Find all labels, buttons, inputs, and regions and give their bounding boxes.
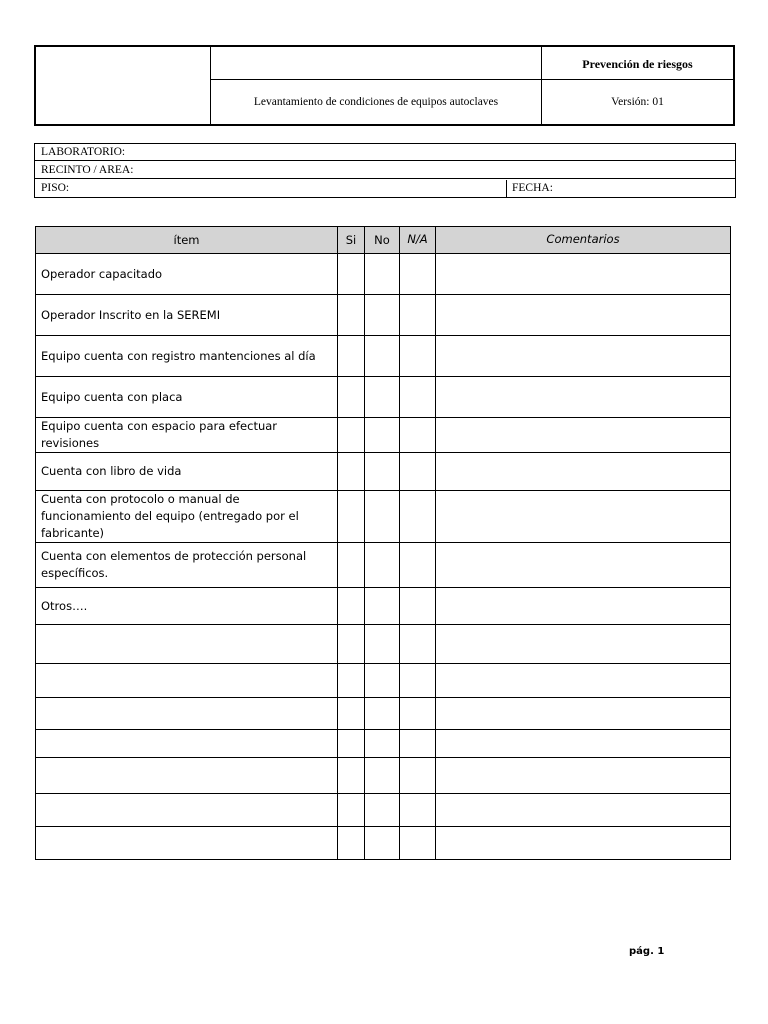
table-row — [36, 698, 731, 730]
si-cell[interactable] — [338, 664, 365, 698]
item-cell: Operador Inscrito en la SEREMI — [36, 295, 338, 336]
na-cell[interactable] — [400, 453, 436, 491]
comentarios-cell[interactable] — [436, 336, 731, 377]
comentarios-cell[interactable] — [436, 794, 731, 827]
na-cell[interactable] — [400, 588, 436, 625]
na-cell[interactable] — [400, 827, 436, 860]
na-cell[interactable] — [400, 758, 436, 794]
table-row — [36, 588, 731, 625]
si-cell[interactable] — [338, 543, 365, 588]
si-cell[interactable] — [338, 295, 365, 336]
document-version: Versión: 01 — [611, 96, 664, 108]
column-header-no: No — [365, 227, 400, 254]
column-header-comentarios: Comentarios — [436, 227, 731, 254]
comentarios-cell[interactable] — [436, 418, 731, 453]
checklist-body — [36, 254, 731, 860]
si-cell[interactable] — [338, 730, 365, 758]
no-cell[interactable] — [365, 588, 400, 625]
si-cell[interactable] — [338, 491, 365, 543]
no-cell[interactable] — [365, 625, 400, 664]
item-cell — [36, 664, 338, 698]
table-row — [36, 827, 731, 860]
column-header-item: ítem — [36, 227, 338, 254]
item-cell: Cuenta con libro de vida — [36, 453, 338, 491]
si-cell[interactable] — [338, 698, 365, 730]
no-cell[interactable] — [365, 336, 400, 377]
item-cell: Equipo cuenta con registro mantenciones al día — [36, 336, 338, 377]
na-cell[interactable] — [400, 377, 436, 418]
table-row — [36, 491, 731, 543]
comentarios-cell[interactable] — [436, 730, 731, 758]
na-cell[interactable] — [400, 625, 436, 664]
si-cell[interactable] — [338, 254, 365, 295]
table-row — [36, 758, 731, 794]
item-cell — [36, 827, 338, 860]
no-cell[interactable] — [365, 758, 400, 794]
na-cell[interactable] — [400, 254, 436, 295]
item-cell — [36, 758, 338, 794]
no-cell[interactable] — [365, 377, 400, 418]
item-cell: Cuenta con protocolo o manual de funcionamiento del equipo (entregado por el fabricante) — [36, 491, 338, 543]
si-cell[interactable] — [338, 418, 365, 453]
si-cell[interactable] — [338, 453, 365, 491]
table-row — [36, 453, 731, 491]
department-name: Prevención de riesgos — [582, 57, 693, 71]
na-cell[interactable] — [400, 794, 436, 827]
comentarios-cell[interactable] — [436, 664, 731, 698]
column-header-na: N/A — [400, 227, 436, 254]
na-cell[interactable] — [400, 664, 436, 698]
comentarios-cell[interactable] — [436, 453, 731, 491]
table-row — [36, 336, 731, 377]
item-cell — [36, 730, 338, 758]
table-header-row — [36, 227, 731, 254]
checklist-table — [35, 226, 731, 860]
no-cell[interactable] — [365, 794, 400, 827]
table-row — [36, 295, 731, 336]
na-cell[interactable] — [400, 418, 436, 453]
no-cell[interactable] — [365, 254, 400, 295]
comentarios-cell[interactable] — [436, 625, 731, 664]
si-cell[interactable] — [338, 827, 365, 860]
item-cell: Cuenta con elementos de protección personal específicos. — [36, 543, 338, 588]
info-box — [34, 143, 736, 198]
comentarios-cell[interactable] — [436, 377, 731, 418]
si-cell[interactable] — [338, 758, 365, 794]
comentarios-cell[interactable] — [436, 254, 731, 295]
table-row — [36, 794, 731, 827]
document-title: Levantamiento de condiciones de equipos autoclaves — [253, 96, 499, 108]
item-cell: Otros…. — [36, 588, 338, 625]
item-cell — [36, 794, 338, 827]
comentarios-cell[interactable] — [436, 491, 731, 543]
laboratorio-field[interactable]: LABORATORIO: — [35, 144, 735, 161]
comentarios-cell[interactable] — [436, 758, 731, 794]
na-cell[interactable] — [400, 730, 436, 758]
no-cell[interactable] — [365, 698, 400, 730]
table-row — [36, 664, 731, 698]
si-cell[interactable] — [338, 336, 365, 377]
si-cell[interactable] — [338, 794, 365, 827]
na-cell[interactable] — [400, 698, 436, 730]
item-cell: Equipo cuenta con placa — [36, 377, 338, 418]
document-header — [34, 45, 735, 126]
si-cell[interactable] — [338, 625, 365, 664]
comentarios-cell[interactable] — [436, 698, 731, 730]
no-cell[interactable] — [365, 491, 400, 543]
na-cell[interactable] — [400, 336, 436, 377]
si-cell[interactable] — [338, 588, 365, 625]
no-cell[interactable] — [365, 418, 400, 453]
comentarios-cell[interactable] — [436, 295, 731, 336]
item-cell — [36, 625, 338, 664]
si-cell[interactable] — [338, 377, 365, 418]
column-header-si: Si — [338, 227, 365, 254]
table-row — [36, 377, 731, 418]
fecha-field[interactable]: FECHA: — [512, 182, 553, 194]
table-row — [36, 730, 731, 758]
no-cell[interactable] — [365, 453, 400, 491]
table-row — [36, 254, 731, 295]
table-row — [36, 543, 731, 588]
no-cell[interactable] — [365, 827, 400, 860]
logo-area — [36, 47, 210, 124]
item-cell: Operador capacitado — [36, 254, 338, 295]
table-row — [36, 625, 731, 664]
comentarios-cell[interactable] — [436, 588, 731, 625]
recinto-field[interactable]: RECINTO / AREA: — [35, 162, 735, 179]
item-cell: Equipo cuenta con espacio para efectuar revisiones — [36, 418, 338, 453]
piso-field[interactable]: PISO: — [41, 182, 70, 194]
no-cell[interactable] — [365, 543, 400, 588]
page-number: pág. 1 — [629, 946, 665, 957]
comentarios-cell[interactable] — [436, 543, 731, 588]
table-row — [36, 418, 731, 453]
na-cell[interactable] — [400, 295, 436, 336]
no-cell[interactable] — [365, 664, 400, 698]
no-cell[interactable] — [365, 730, 400, 758]
info-divider — [506, 180, 507, 197]
item-cell — [36, 698, 338, 730]
no-cell[interactable] — [365, 295, 400, 336]
na-cell[interactable] — [400, 543, 436, 588]
comentarios-cell[interactable] — [436, 827, 731, 860]
na-cell[interactable] — [400, 491, 436, 543]
